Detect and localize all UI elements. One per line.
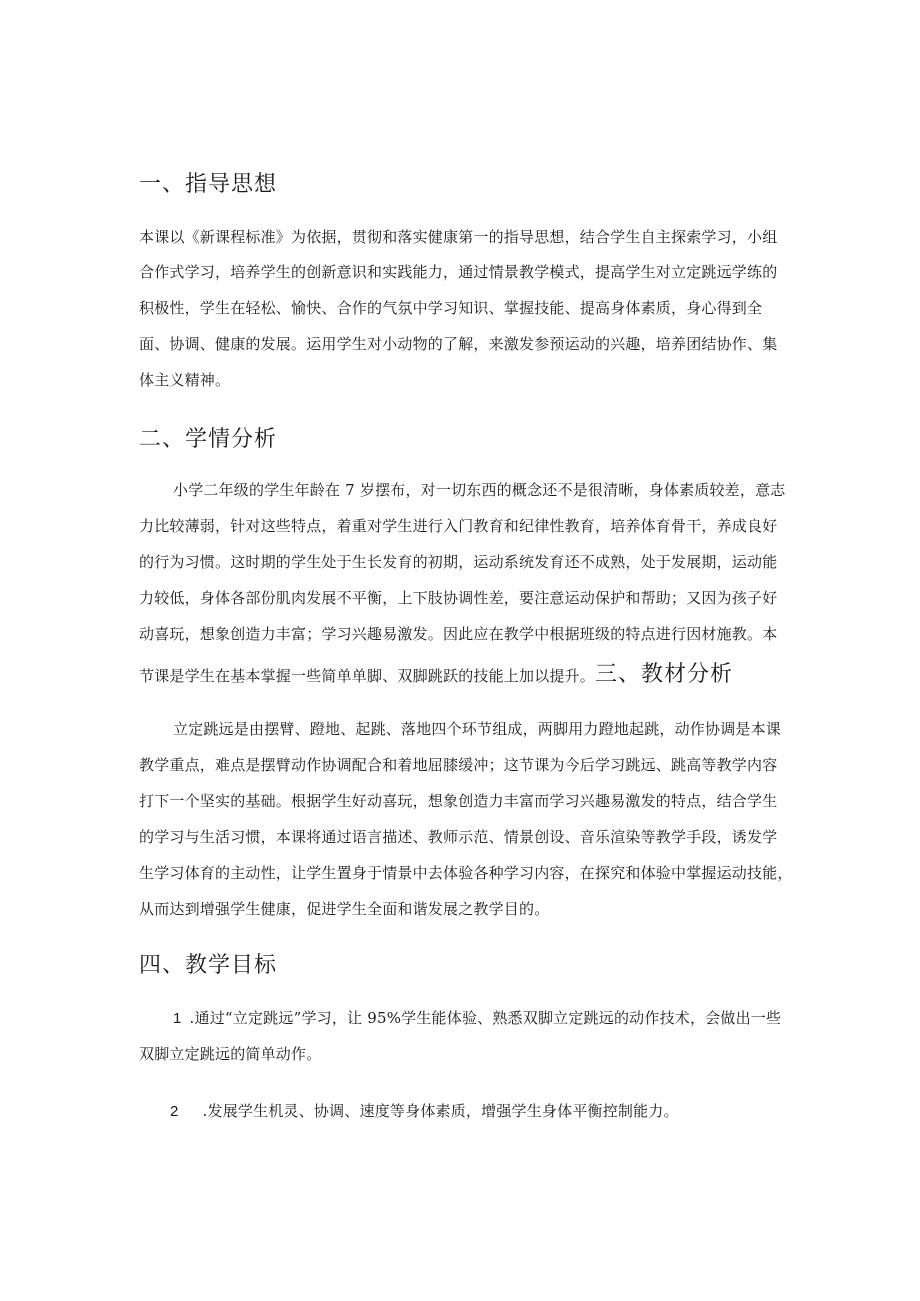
paragraph-line: 打下一个坚实的基础。根据学生好动喜玩，想象创造力丰富而学习兴趣易激发的特点，结合学生	[139, 792, 778, 810]
paragraph-line: 的学习与生活习惯，本课将通过语言描述、教师示范、情景创设、音乐渲染等教学手段，诱发学	[139, 828, 778, 846]
goal-item-2	[170, 1100, 679, 1121]
section-heading-guiding-ideology: 一、指导思想	[139, 172, 278, 197]
paragraph-line: 小学二年级的学生年龄在 7 岁摆布，对一切东西的概念还不是很清晰，身体素质较差，意志	[173, 481, 786, 499]
goal-item-1-continued: 双脚立定跳远的简单动作。	[139, 1045, 322, 1063]
paragraph-line: 生学习体育的主动性，让学生置身于情景中去体验各种学习内容，在探究和体验中掌握运动技能，	[139, 864, 793, 882]
paragraph-line-with-heading	[139, 657, 733, 688]
goal-number: 1	[173, 1010, 182, 1027]
paragraph-line: 教学重点，难点是摆臂动作协调配合和着地屈膝缓冲；这节课为今后学习跳远、跳高等教学内容	[139, 756, 778, 774]
paragraph-line: 力较低，身体各部份肌肉发展不平衡，上下肢协调性差，要注意运动保护和帮助；又因为孩子好	[139, 589, 778, 607]
paragraph-line: 本课以《新课程标准》为依据，贯彻和落实健康第一的指导思想，结合学生自主探索学习，小组	[139, 228, 778, 246]
paragraph-line: 动喜玩，想象创造力丰富；学习兴趣易激发。因此应在教学中根据班级的特点进行因材施教。本	[139, 625, 778, 643]
paragraph-line: 从而达到增强学生健康，促进学生全面和谐发展之教学目的。	[139, 900, 550, 918]
paragraph-line: 积极性，学生在轻松、愉快、合作的气氛中学习知识、掌握技能、提高身体素质，身心得到全	[139, 299, 763, 317]
goal-item-1	[173, 1007, 781, 1028]
paragraph-line: 力比较薄弱，针对这些特点，着重对学生进行入门教育和纪律性教育，培养体育骨干，养成良好	[139, 517, 778, 535]
paragraph-line: 节课是学生在基本掌握一些简单单脚、双脚跳跃的技能上加以提升。	[139, 667, 596, 685]
goal-text: .通过“立定跳远”学习，让 95%学生能体验、熟悉双脚立定跳远的动作技术，会做出一些	[189, 1009, 782, 1027]
paragraph-line: 面、协调、健康的发展。运用学生对小动物的了解，来激发参预运动的兴趣，培养团结协作、集	[139, 335, 778, 353]
goal-number: 2	[170, 1103, 179, 1120]
section-heading-teaching-goals: 四、教学目标	[139, 953, 278, 978]
paragraph-line: 的行为习惯。这时期的学生处于生长发育的初期，运动系统发育还不成熟，处于发展期，运动能	[139, 553, 778, 571]
goal-text: .发展学生机灵、协调、速度等身体素质，增强学生身体平衡控制能力。	[202, 1102, 679, 1120]
paragraph-line: 立定跳远是由摆臂、蹬地、起跳、落地四个环节组成，两脚用力蹬地起跳，动作协调是本课	[173, 720, 782, 738]
section-heading-student-analysis: 二、学情分析	[139, 427, 278, 452]
paragraph-line: 合作式学习，培养学生的创新意识和实践能力，通过情景教学模式，提高学生对立定跳远学练的	[139, 263, 778, 281]
paragraph-line: 体主义精神。	[139, 371, 231, 389]
section-heading-material-analysis: 三、教材分析	[595, 662, 734, 687]
